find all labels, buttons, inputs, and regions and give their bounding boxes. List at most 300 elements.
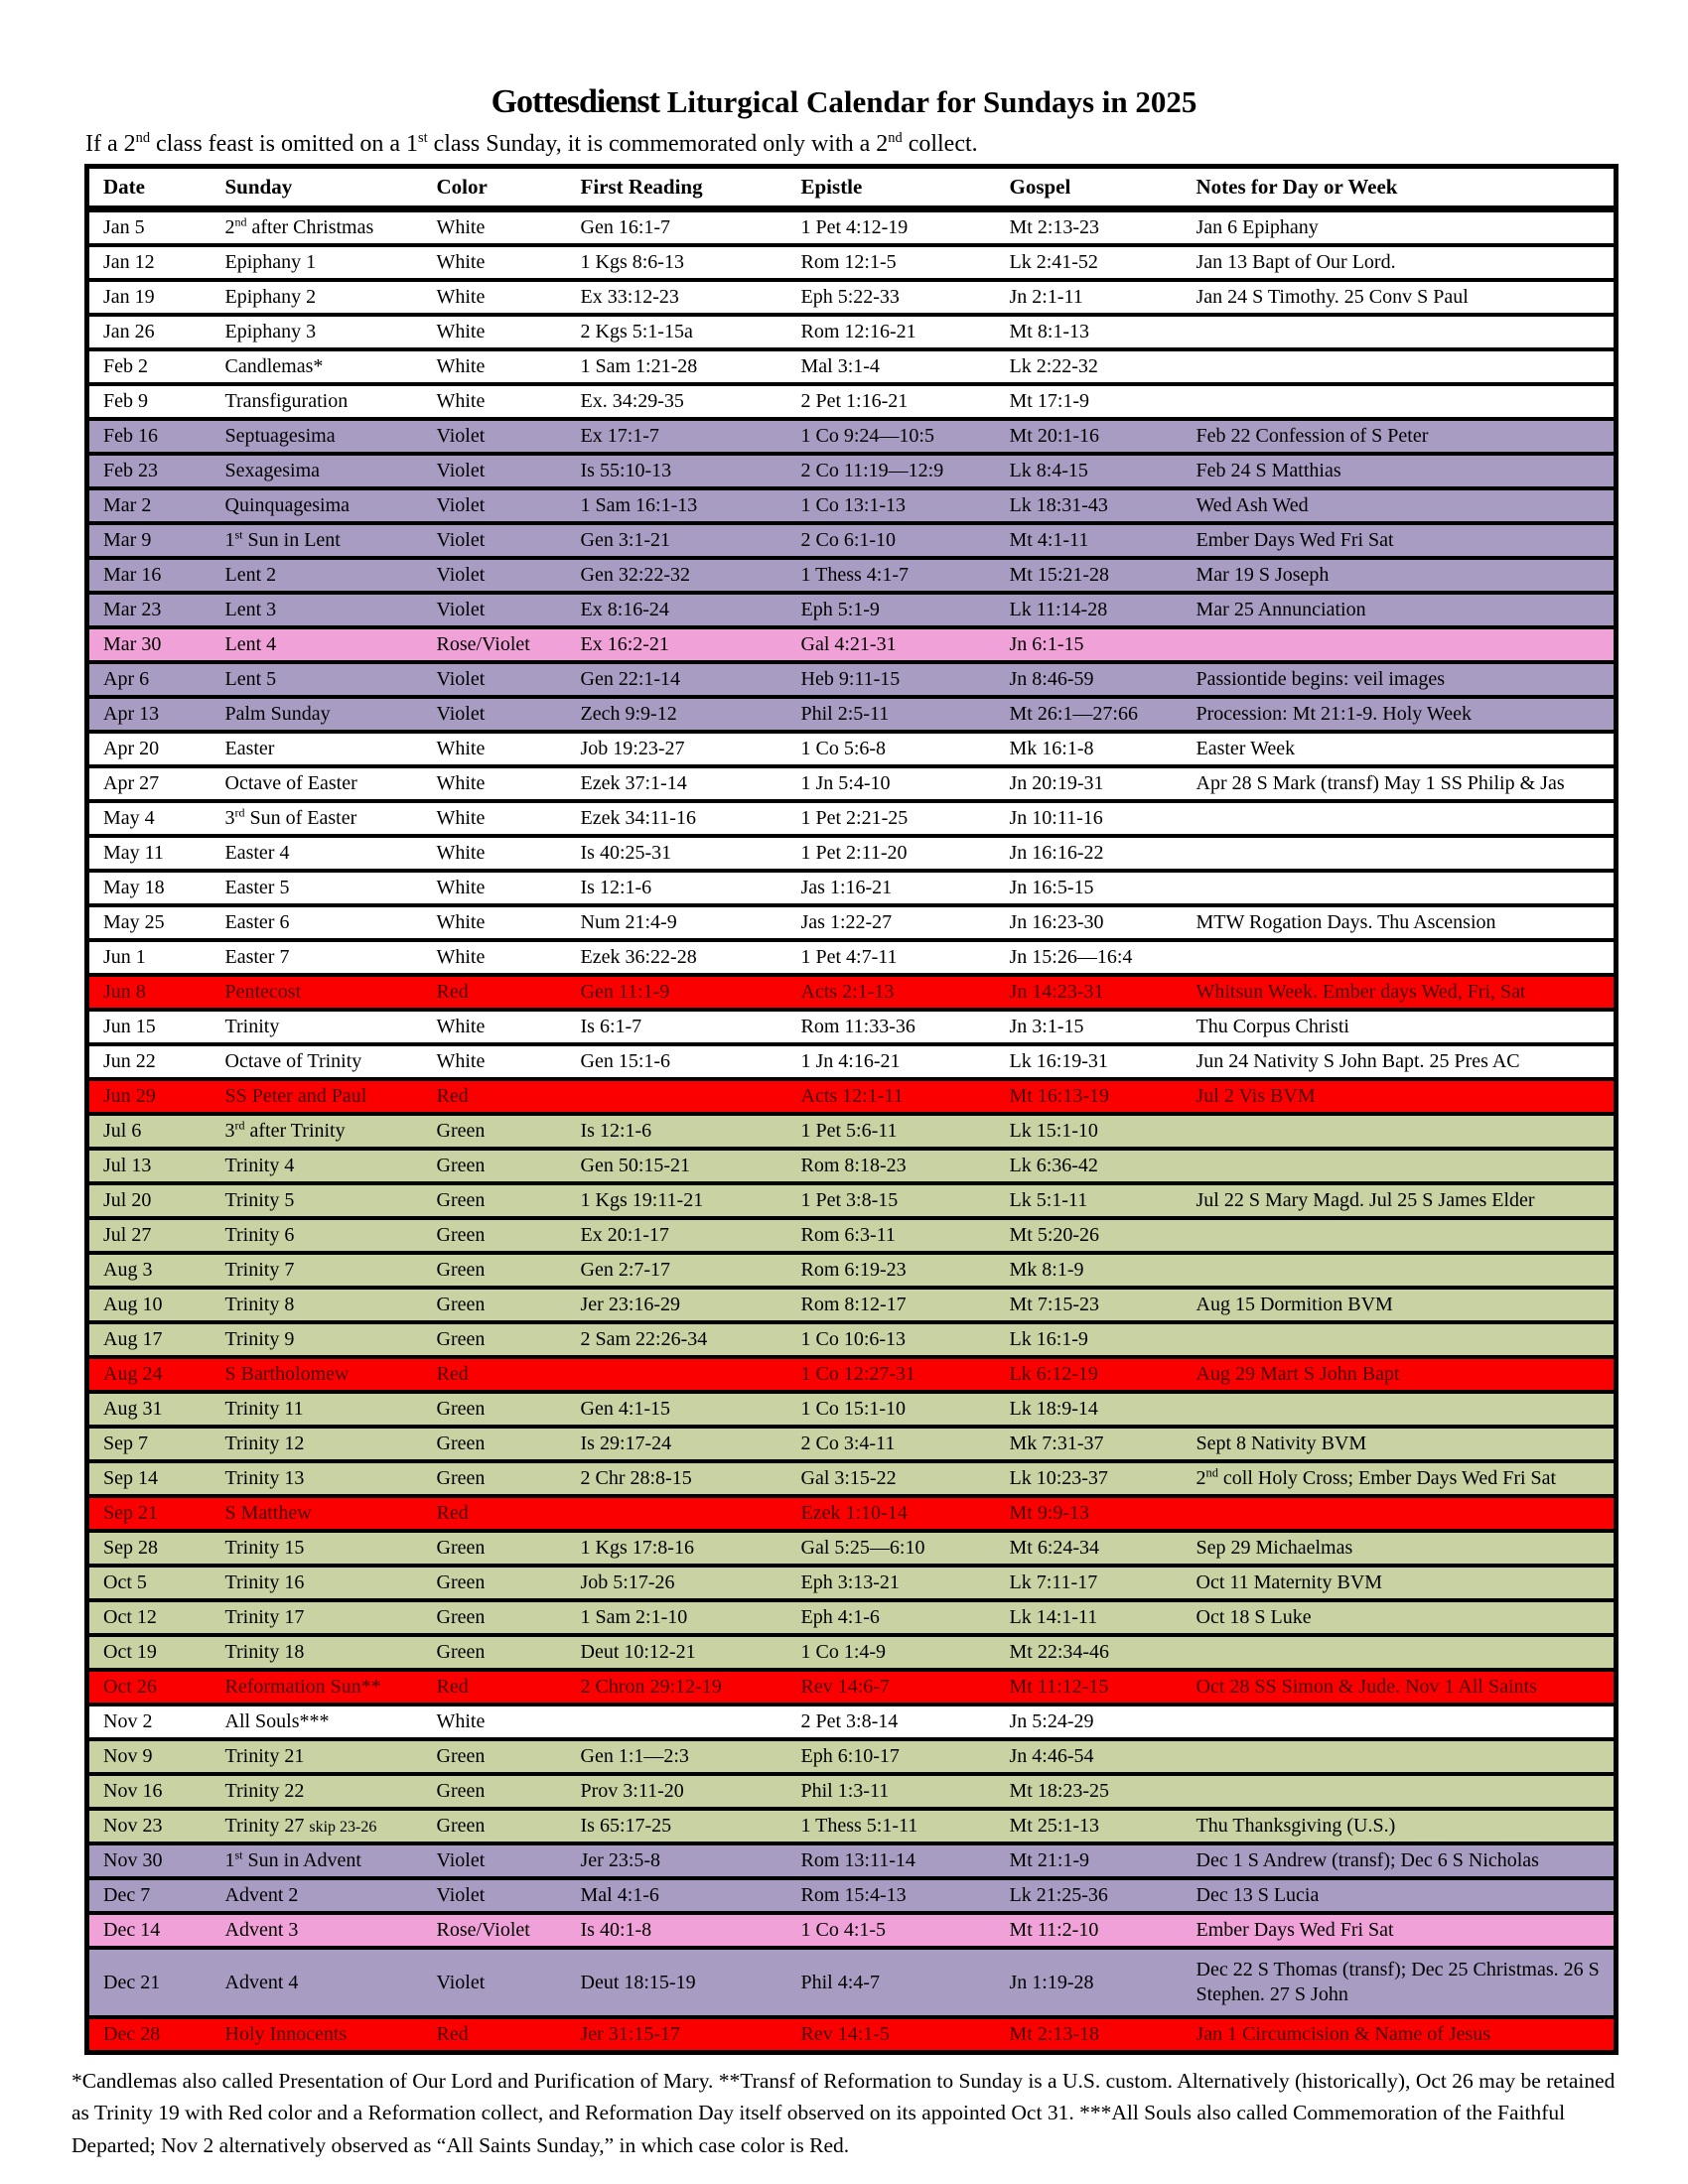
table-row [87,2017,1617,2053]
cell-notes: Jan 6 Epiphany [1183,209,1617,246]
cell-first-reading: 1 Kgs 17:8-16 [567,1531,787,1566]
cell-epistle: 1 Thess 4:1-7 [787,558,996,593]
table-row [87,940,1617,975]
cell-sunday: Octave of Trinity [211,1044,423,1079]
cell-epistle: 2 Pet 3:8-14 [787,1705,996,1739]
cell-gospel: Lk 16:19-31 [996,1044,1183,1079]
cell-sunday: Easter 4 [211,836,423,871]
table-row [87,523,1617,558]
cell-color: Violet [423,593,567,627]
cell-gospel: Lk 15:1-10 [996,1114,1183,1149]
cell-gospel: Lk 5:1-11 [996,1183,1183,1218]
cell-date: Dec 14 [87,1913,211,1948]
cell-date: Jul 13 [87,1149,211,1183]
cell-color: White [423,315,567,349]
cell-date: Aug 31 [87,1392,211,1427]
cell-sunday: Trinity 16 [211,1566,423,1600]
table-row [87,558,1617,593]
cell-color: Green [423,1809,567,1843]
cell-sunday: Sexagesima [211,454,423,488]
cell-date: Sep 28 [87,1531,211,1566]
cell-first-reading: Gen 11:1-9 [567,975,787,1010]
cell-gospel: Jn 4:46-54 [996,1739,1183,1774]
cell-notes: Passiontide begins: veil images [1183,662,1617,697]
cell-date: Jul 20 [87,1183,211,1218]
cell-date: Aug 17 [87,1322,211,1357]
cell-epistle: Rom 6:19-23 [787,1253,996,1288]
cell-epistle: Eph 4:1-6 [787,1600,996,1635]
cell-sunday: Trinity 12 [211,1427,423,1461]
cell-color: Green [423,1253,567,1288]
cell-date: May 18 [87,871,211,905]
table-row [87,419,1617,454]
cell-color: Green [423,1392,567,1427]
table-row [87,1670,1617,1705]
cell-color: Violet [423,662,567,697]
cell-notes: Jan 13 Bapt of Our Lord. [1183,245,1617,280]
cell-epistle: Rom 13:11-14 [787,1843,996,1878]
cell-notes: Wed Ash Wed [1183,488,1617,523]
cell-sunday: Trinity 6 [211,1218,423,1253]
cell-sunday: Easter [211,732,423,766]
cell-epistle: Jas 1:22-27 [787,905,996,940]
cell-color: Green [423,1531,567,1566]
cell-color: Green [423,1288,567,1322]
table-row [87,1357,1617,1392]
cell-gospel: Mt 8:1-13 [996,315,1183,349]
cell-color: White [423,1044,567,1079]
cell-first-reading: 1 Kgs 8:6-13 [567,245,787,280]
cell-epistle: 1 Pet 2:11-20 [787,836,996,871]
cell-gospel: Mt 5:20-26 [996,1218,1183,1253]
table-row [87,315,1617,349]
cell-date: Feb 2 [87,349,211,384]
cell-first-reading: 1 Sam 16:1-13 [567,488,787,523]
cell-epistle: 1 Pet 5:6-11 [787,1114,996,1149]
cell-first-reading: Job 5:17-26 [567,1566,787,1600]
cell-first-reading: Gen 3:1-21 [567,523,787,558]
cell-color: White [423,245,567,280]
cell-sunday: Octave of Easter [211,766,423,801]
cell-color: White [423,871,567,905]
cell-notes: 2nd coll Holy Cross; Ember Days Wed Fri Sat [1183,1461,1617,1496]
cell-sunday: Epiphany 2 [211,280,423,315]
cell-first-reading: Ezek 34:11-16 [567,801,787,836]
cell-color: Green [423,1427,567,1461]
cell-epistle: 1 Co 12:27-31 [787,1357,996,1392]
cell-color: Green [423,1739,567,1774]
table-row [87,1635,1617,1670]
cell-sunday: Easter 7 [211,940,423,975]
cell-notes: Sep 29 Michaelmas [1183,1531,1617,1566]
cell-gospel: Jn 2:1-11 [996,280,1183,315]
table-row [87,593,1617,627]
cell-gospel: Lk 8:4-15 [996,454,1183,488]
cell-first-reading: Jer 23:5-8 [567,1843,787,1878]
cell-date: Oct 26 [87,1670,211,1705]
cell-gospel: Lk 18:9-14 [996,1392,1183,1427]
cell-gospel: Jn 6:1-15 [996,627,1183,662]
cell-color: Green [423,1114,567,1149]
table-row [87,384,1617,419]
cell-notes [1183,349,1617,384]
cell-gospel: Jn 16:23-30 [996,905,1183,940]
table-row [87,1183,1617,1218]
table-row [87,1496,1617,1531]
cell-notes: MTW Rogation Days. Thu Ascension [1183,905,1617,940]
cell-notes: Feb 22 Confession of S Peter [1183,419,1617,454]
cell-date: Dec 21 [87,1948,211,2017]
cell-epistle: Heb 9:11-15 [787,662,996,697]
table-row [87,1253,1617,1288]
cell-epistle: Phil 4:4-7 [787,1948,996,2017]
cell-sunday: Trinity 7 [211,1253,423,1288]
cell-date: Aug 24 [87,1357,211,1392]
cell-date: Apr 13 [87,697,211,732]
cell-color: Violet [423,1878,567,1913]
cell-first-reading: Ex 16:2-21 [567,627,787,662]
cell-color: White [423,836,567,871]
cell-color: Violet [423,488,567,523]
title-rest: Liturgical Calendar for Sundays in 2025 [658,84,1197,119]
cell-sunday: Trinity 15 [211,1531,423,1566]
cell-first-reading: Jer 23:16-29 [567,1288,787,1322]
cell-epistle: 1 Pet 2:21-25 [787,801,996,836]
cell-gospel: Mt 2:13-23 [996,209,1183,246]
cell-color: White [423,1010,567,1044]
cell-notes: Jan 1 Circumcision & Name of Jesus [1183,2017,1617,2053]
cell-first-reading: 1 Sam 1:21-28 [567,349,787,384]
cell-date: May 11 [87,836,211,871]
cell-first-reading: Mal 4:1-6 [567,1878,787,1913]
cell-color: Rose/Violet [423,627,567,662]
cell-sunday: Lent 2 [211,558,423,593]
cell-date: Oct 12 [87,1600,211,1635]
table-row [87,662,1617,697]
table-row [87,349,1617,384]
cell-notes: Ember Days Wed Fri Sat [1183,523,1617,558]
cell-epistle: 2 Co 3:4-11 [787,1427,996,1461]
cell-epistle: 1 Co 1:4-9 [787,1635,996,1670]
cell-gospel: Mt 26:1—27:66 [996,697,1183,732]
table-row [87,1218,1617,1253]
cell-date: Jun 1 [87,940,211,975]
cell-sunday: 3rd after Trinity [211,1114,423,1149]
cell-color: Violet [423,419,567,454]
cell-color: Red [423,1357,567,1392]
cell-notes [1183,1218,1617,1253]
cell-notes: Sept 8 Nativity BVM [1183,1427,1617,1461]
cell-color: White [423,384,567,419]
cell-notes [1183,627,1617,662]
cell-notes: Jul 2 Vis BVM [1183,1079,1617,1114]
cell-sunday: Septuagesima [211,419,423,454]
cell-first-reading: Gen 1:1—2:3 [567,1739,787,1774]
cell-sunday: Trinity 21 [211,1739,423,1774]
cell-date: Nov 16 [87,1774,211,1809]
cell-date: Apr 27 [87,766,211,801]
cell-sunday: Epiphany 3 [211,315,423,349]
cell-notes: Oct 28 SS Simon & Jude. Nov 1 All Saints [1183,1670,1617,1705]
cell-epistle: Gal 5:25—6:10 [787,1531,996,1566]
table-row [87,1392,1617,1427]
cell-sunday: Easter 5 [211,871,423,905]
cell-gospel: Lk 16:1-9 [996,1322,1183,1357]
cell-sunday: Advent 3 [211,1913,423,1948]
cell-first-reading: Is 55:10-13 [567,454,787,488]
cell-gospel: Lk 21:25-36 [996,1878,1183,1913]
cell-color: Green [423,1322,567,1357]
cell-first-reading: Is 29:17-24 [567,1427,787,1461]
cell-gospel: Jn 16:16-22 [996,836,1183,871]
cell-first-reading: Gen 16:1-7 [567,209,787,246]
cell-sunday: Advent 4 [211,1948,423,2017]
cell-notes: Easter Week [1183,732,1617,766]
cell-epistle: Rom 8:12-17 [787,1288,996,1322]
cell-date: Jan 19 [87,280,211,315]
cell-date: Jan 12 [87,245,211,280]
table-row [87,488,1617,523]
cell-sunday: Advent 2 [211,1878,423,1913]
cell-color: White [423,801,567,836]
table-row [87,280,1617,315]
cell-date: Sep 21 [87,1496,211,1531]
cell-sunday: Palm Sunday [211,697,423,732]
cell-first-reading: Is 40:1-8 [567,1913,787,1948]
cell-sunday: Trinity 13 [211,1461,423,1496]
cell-date: Dec 7 [87,1878,211,1913]
cell-date: Jan 26 [87,315,211,349]
cell-color: Red [423,1496,567,1531]
cell-epistle: Acts 12:1-11 [787,1079,996,1114]
table-row [87,1461,1617,1496]
header-row [87,167,1617,209]
cell-first-reading: Ex 8:16-24 [567,593,787,627]
cell-date: Mar 30 [87,627,211,662]
cell-color: White [423,732,567,766]
cell-date: Jan 5 [87,209,211,246]
cell-first-reading [567,1496,787,1531]
cell-color: Rose/Violet [423,1913,567,1948]
cell-date: Oct 19 [87,1635,211,1670]
cell-notes: Feb 24 S Matthias [1183,454,1617,488]
cell-epistle: Eph 5:1-9 [787,593,996,627]
cell-epistle: 1 Pet 4:7-11 [787,940,996,975]
cell-color: Green [423,1461,567,1496]
cell-date: Apr 6 [87,662,211,697]
cell-gospel: Lk 6:12-19 [996,1357,1183,1392]
cell-notes [1183,1322,1617,1357]
column-header: First Reading [567,167,787,209]
cell-color: White [423,349,567,384]
cell-gospel: Jn 8:46-59 [996,662,1183,697]
cell-sunday: Quinquagesima [211,488,423,523]
cell-first-reading [567,1705,787,1739]
cell-notes [1183,1635,1617,1670]
cell-color: Green [423,1774,567,1809]
cell-sunday: Trinity [211,1010,423,1044]
cell-color: Violet [423,454,567,488]
cell-notes: Procession: Mt 21:1-9. Holy Week [1183,697,1617,732]
cell-epistle: Acts 2:1-13 [787,975,996,1010]
cell-notes [1183,871,1617,905]
cell-first-reading: Deut 10:12-21 [567,1635,787,1670]
cell-gospel: Mt 11:2-10 [996,1913,1183,1948]
cell-date: Apr 20 [87,732,211,766]
cell-gospel: Jn 1:19-28 [996,1948,1183,2017]
table-row [87,245,1617,280]
cell-date: Jul 6 [87,1114,211,1149]
cell-gospel: Lk 6:36-42 [996,1149,1183,1183]
cell-epistle: Eph 3:13-21 [787,1566,996,1600]
cell-notes [1183,1114,1617,1149]
cell-first-reading: Gen 4:1-15 [567,1392,787,1427]
cell-first-reading: Ex. 34:29-35 [567,384,787,419]
cell-first-reading: Is 40:25-31 [567,836,787,871]
cell-color: Red [423,2017,567,2053]
cell-first-reading: Ex 20:1-17 [567,1218,787,1253]
cell-notes [1183,940,1617,975]
cell-gospel: Mt 6:24-34 [996,1531,1183,1566]
cell-gospel: Mt 21:1-9 [996,1843,1183,1878]
cell-sunday: Candlemas* [211,349,423,384]
cell-notes [1183,1774,1617,1809]
cell-first-reading: Gen 2:7-17 [567,1253,787,1288]
cell-epistle: 1 Pet 3:8-15 [787,1183,996,1218]
cell-sunday: SS Peter and Paul [211,1079,423,1114]
cell-gospel: Mt 25:1-13 [996,1809,1183,1843]
cell-epistle: 2 Co 11:19—12:9 [787,454,996,488]
cell-epistle: Eph 6:10-17 [787,1739,996,1774]
cell-gospel: Mt 18:23-25 [996,1774,1183,1809]
cell-notes: Mar 19 S Joseph [1183,558,1617,593]
cell-date: Jun 15 [87,1010,211,1044]
cell-first-reading: Gen 15:1-6 [567,1044,787,1079]
cell-sunday: 1st Sun in Advent [211,1843,423,1878]
cell-color: White [423,940,567,975]
table-row [87,1427,1617,1461]
cell-notes: Oct 18 S Luke [1183,1600,1617,1635]
column-header: Date [87,167,211,209]
cell-date: Mar 23 [87,593,211,627]
cell-gospel: Mk 7:31-37 [996,1427,1183,1461]
column-header: Sunday [211,167,423,209]
cell-notes: Dec 13 S Lucia [1183,1878,1617,1913]
cell-first-reading: Job 19:23-27 [567,732,787,766]
table-row [87,1566,1617,1600]
cell-gospel: Mt 16:13-19 [996,1079,1183,1114]
cell-color: White [423,209,567,246]
cell-epistle: Rom 6:3-11 [787,1218,996,1253]
cell-gospel: Jn 14:23-31 [996,975,1183,1010]
cell-first-reading: Ex 17:1-7 [567,419,787,454]
cell-date: Aug 3 [87,1253,211,1288]
cell-notes [1183,1739,1617,1774]
subtitle: If a 2nd class feast is omitted on a 1st class Sunday, it is commemorated only with a 2nd collect. [85,130,978,157]
table-row [87,1531,1617,1566]
cell-gospel: Lk 2:41-52 [996,245,1183,280]
cell-gospel: Mt 22:34-46 [996,1635,1183,1670]
cell-notes: Jul 22 S Mary Magd. Jul 25 S James Elder [1183,1183,1617,1218]
cell-sunday: Lent 3 [211,593,423,627]
cell-notes [1183,1253,1617,1288]
cell-date: Mar 16 [87,558,211,593]
table-row [87,1739,1617,1774]
table-row [87,1149,1617,1183]
cell-gospel: Lk 18:31-43 [996,488,1183,523]
cell-first-reading: Is 65:17-25 [567,1809,787,1843]
cell-gospel: Lk 14:1-11 [996,1600,1183,1635]
cell-sunday: All Souls*** [211,1705,423,1739]
cell-gospel: Mt 9:9-13 [996,1496,1183,1531]
cell-sunday: Trinity 11 [211,1392,423,1427]
cell-gospel: Mt 17:1-9 [996,384,1183,419]
cell-date: May 4 [87,801,211,836]
cell-notes: Oct 11 Maternity BVM [1183,1566,1617,1600]
cell-notes: Aug 15 Dormition BVM [1183,1288,1617,1322]
table-row [87,1044,1617,1079]
cell-date: Nov 23 [87,1809,211,1843]
cell-date: Feb 9 [87,384,211,419]
cell-sunday: Trinity 9 [211,1322,423,1357]
cell-first-reading: Deut 18:15-19 [567,1948,787,2017]
cell-sunday: Trinity 22 [211,1774,423,1809]
cell-epistle: 1 Co 15:1-10 [787,1392,996,1427]
table-row [87,1288,1617,1322]
cell-epistle: Eph 5:22-33 [787,280,996,315]
cell-notes [1183,801,1617,836]
cell-gospel: Lk 10:23-37 [996,1461,1183,1496]
cell-epistle: 2 Co 6:1-10 [787,523,996,558]
cell-notes: Apr 28 S Mark (transf) May 1 SS Philip & Jas [1183,766,1617,801]
cell-notes: Aug 29 Mart S John Bapt [1183,1357,1617,1392]
table-row [87,1843,1617,1878]
cell-epistle: Rom 8:18-23 [787,1149,996,1183]
cell-color: Red [423,975,567,1010]
cell-notes: Jan 24 S Timothy. 25 Conv S Paul [1183,280,1617,315]
cell-epistle: 1 Co 4:1-5 [787,1913,996,1948]
cell-color: Violet [423,523,567,558]
cell-first-reading: Is 12:1-6 [567,871,787,905]
cell-notes: Jun 24 Nativity S John Bapt. 25 Pres AC [1183,1044,1617,1079]
cell-color: White [423,280,567,315]
cell-gospel: Mk 8:1-9 [996,1253,1183,1288]
cell-epistle: 2 Pet 1:16-21 [787,384,996,419]
cell-gospel: Jn 20:19-31 [996,766,1183,801]
cell-date: Mar 9 [87,523,211,558]
page-title [0,83,1688,121]
cell-gospel: Jn 15:26—16:4 [996,940,1183,975]
cell-date: Jun 22 [87,1044,211,1079]
cell-sunday: 3rd Sun of Easter [211,801,423,836]
cell-color: Violet [423,1843,567,1878]
table-row [87,1322,1617,1357]
cell-gospel: Lk 2:22-32 [996,349,1183,384]
table-row [87,871,1617,905]
table-row [87,1114,1617,1149]
cell-gospel: Mt 2:13-18 [996,2017,1183,2053]
table-row [87,1774,1617,1809]
cell-notes [1183,1392,1617,1427]
cell-epistle: Rom 12:16-21 [787,315,996,349]
cell-gospel: Lk 7:11-17 [996,1566,1183,1600]
cell-gospel: Mt 11:12-15 [996,1670,1183,1705]
cell-notes: Thu Thanksgiving (U.S.) [1183,1809,1617,1843]
table-row [87,1809,1617,1843]
cell-notes: Dec 1 S Andrew (transf); Dec 6 S Nicholas [1183,1843,1617,1878]
table-row [87,975,1617,1010]
column-header: Notes for Day or Week [1183,167,1617,209]
